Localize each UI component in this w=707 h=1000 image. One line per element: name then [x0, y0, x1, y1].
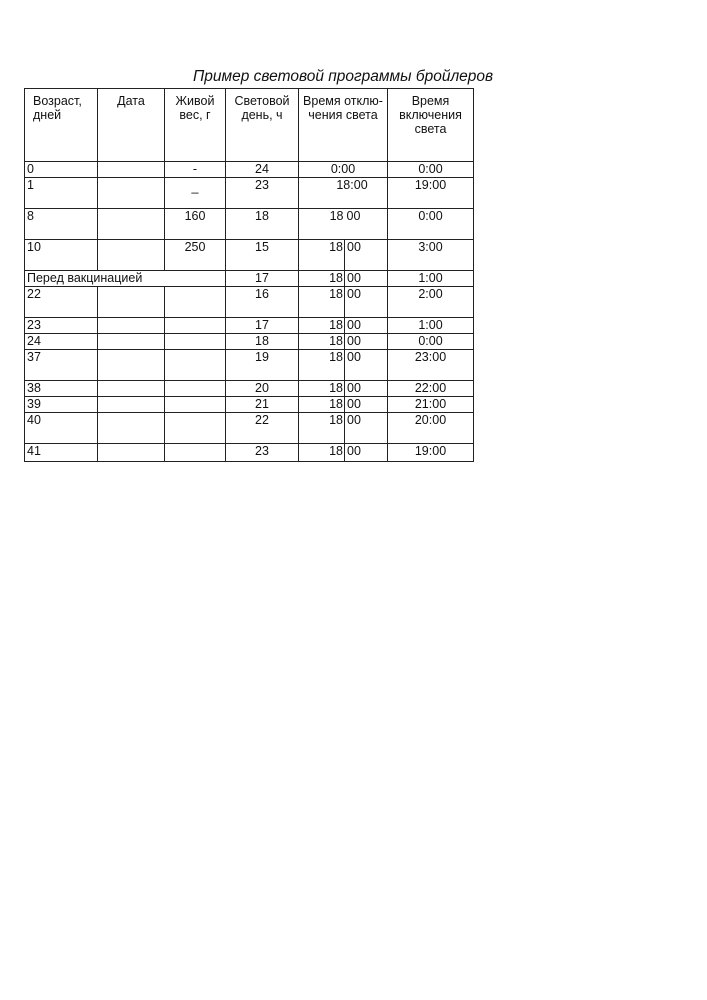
cell-weight: _	[165, 178, 226, 209]
cell-daylight: 15	[226, 240, 299, 271]
cell-lights-off-hour: 18	[299, 350, 345, 381]
cell-lights-off-hour: 18	[299, 397, 345, 413]
table-row	[25, 381, 474, 397]
cell-daylight: 21	[226, 397, 299, 413]
cell-lights-on: 1:00	[388, 318, 474, 334]
cell-weight	[165, 397, 226, 413]
cell-weight	[165, 318, 226, 334]
cell-daylight: 17	[226, 271, 299, 287]
cell-daylight: 22	[226, 413, 299, 444]
cell-lights-off-hour: 18	[299, 334, 345, 350]
table-row	[25, 178, 474, 209]
cell-lights-off-min: 00	[345, 350, 388, 381]
cell-lights-off-min: 00	[345, 209, 388, 240]
cell-weight	[165, 350, 226, 381]
cell-weight: 160	[165, 209, 226, 240]
cell-lights-on: 19:00	[388, 178, 474, 209]
cell-lights-on: 3:00	[388, 240, 474, 271]
cell-date	[98, 444, 165, 462]
cell-daylight: 23	[226, 178, 299, 209]
cell-lights-off-min: 00	[345, 240, 388, 271]
cell-daylight: 24	[226, 162, 299, 178]
cell-age: 24	[25, 334, 98, 350]
cell-weight	[165, 444, 226, 462]
header-age: Возраст, дней	[25, 89, 98, 162]
cell-weight	[165, 413, 226, 444]
cell-daylight: 18	[226, 334, 299, 350]
cell-lights-off-hour: 18	[299, 318, 345, 334]
header-row	[25, 89, 474, 162]
cell-lights-off-hour: 18	[299, 240, 345, 271]
cell-age: 1	[25, 178, 98, 209]
table-row	[25, 334, 474, 350]
cell-date	[98, 334, 165, 350]
cell-age: 37	[25, 350, 98, 381]
cell-daylight: 23	[226, 444, 299, 462]
cell-lights-off-hour: 18	[299, 287, 345, 318]
cell-age: 23	[25, 318, 98, 334]
cell-lights-on: 22:00	[388, 381, 474, 397]
cell-lights-off-hour: 18	[299, 444, 345, 462]
cell-age: 22	[25, 287, 98, 318]
cell-weight	[165, 287, 226, 318]
cell-daylight: 20	[226, 381, 299, 397]
cell-date	[98, 318, 165, 334]
cell-daylight: 17	[226, 318, 299, 334]
cell-date	[98, 240, 165, 271]
cell-date	[98, 350, 165, 381]
cell-weight: -	[165, 162, 226, 178]
table-row	[25, 413, 474, 444]
cell-lights-on: 0:00	[388, 334, 474, 350]
cell-lights-off-hour: 18	[299, 271, 345, 287]
cell-lights-off-min: 00	[345, 271, 388, 287]
table-row	[25, 444, 474, 462]
cell-weight: 250	[165, 240, 226, 271]
table-row	[25, 271, 474, 287]
table-row	[25, 397, 474, 413]
header-lights-off: Время отклю-чения света	[299, 89, 388, 162]
table-row	[25, 209, 474, 240]
cell-date	[98, 287, 165, 318]
cell-lights-off: 0:00	[299, 162, 388, 178]
cell-lights-on: 21:00	[388, 397, 474, 413]
header-lights-on: Время включения света	[388, 89, 474, 162]
cell-age: 8	[25, 209, 98, 240]
cell-lights-off-min: 00	[345, 413, 388, 444]
cell-daylight: 19	[226, 350, 299, 381]
cell-date	[98, 397, 165, 413]
cell-lights-on: 1:00	[388, 271, 474, 287]
cell-lights-off-min: 00	[345, 444, 388, 462]
cell-daylight: 18	[226, 209, 299, 240]
cell-lights-on: 20:00	[388, 413, 474, 444]
cell-lights-off-hour: 18	[299, 209, 345, 240]
table-row	[25, 350, 474, 381]
cell-lights-on: 0:00	[388, 162, 474, 178]
light-program-table	[24, 88, 474, 462]
cell-lights-off-min: 00	[345, 397, 388, 413]
table-row	[25, 287, 474, 318]
header-date: Дата	[98, 89, 165, 162]
cell-date	[98, 209, 165, 240]
cell-age: Перед вакцинацией	[25, 271, 226, 287]
cell-lights-on: 23:00	[388, 350, 474, 381]
cell-lights-off: 18:00	[299, 178, 388, 209]
header-daylight: Световой день, ч	[226, 89, 299, 162]
cell-age: 41	[25, 444, 98, 462]
header-weight: Живой вес, г	[165, 89, 226, 162]
cell-lights-on: 2:00	[388, 287, 474, 318]
document-title: Пример световой программы бройлеров	[193, 68, 494, 85]
cell-lights-on: 0:00	[388, 209, 474, 240]
cell-lights-off-min: 00	[345, 318, 388, 334]
table-row	[25, 240, 474, 271]
cell-age: 10	[25, 240, 98, 271]
cell-age: 0	[25, 162, 98, 178]
cell-lights-off-min: 00	[345, 287, 388, 318]
cell-date	[98, 413, 165, 444]
cell-lights-off-min: 00	[345, 334, 388, 350]
cell-age: 40	[25, 413, 98, 444]
cell-date	[98, 162, 165, 178]
table-row	[25, 318, 474, 334]
cell-age: 38	[25, 381, 98, 397]
table-row	[25, 162, 474, 178]
cell-date	[98, 178, 165, 209]
cell-lights-off-min: 00	[345, 381, 388, 397]
cell-lights-off-hour: 18	[299, 381, 345, 397]
cell-lights-on: 19:00	[388, 444, 474, 462]
cell-lights-off-hour: 18	[299, 413, 345, 444]
cell-age: 39	[25, 397, 98, 413]
cell-daylight: 16	[226, 287, 299, 318]
cell-date	[98, 381, 165, 397]
cell-weight	[165, 381, 226, 397]
cell-weight	[165, 334, 226, 350]
